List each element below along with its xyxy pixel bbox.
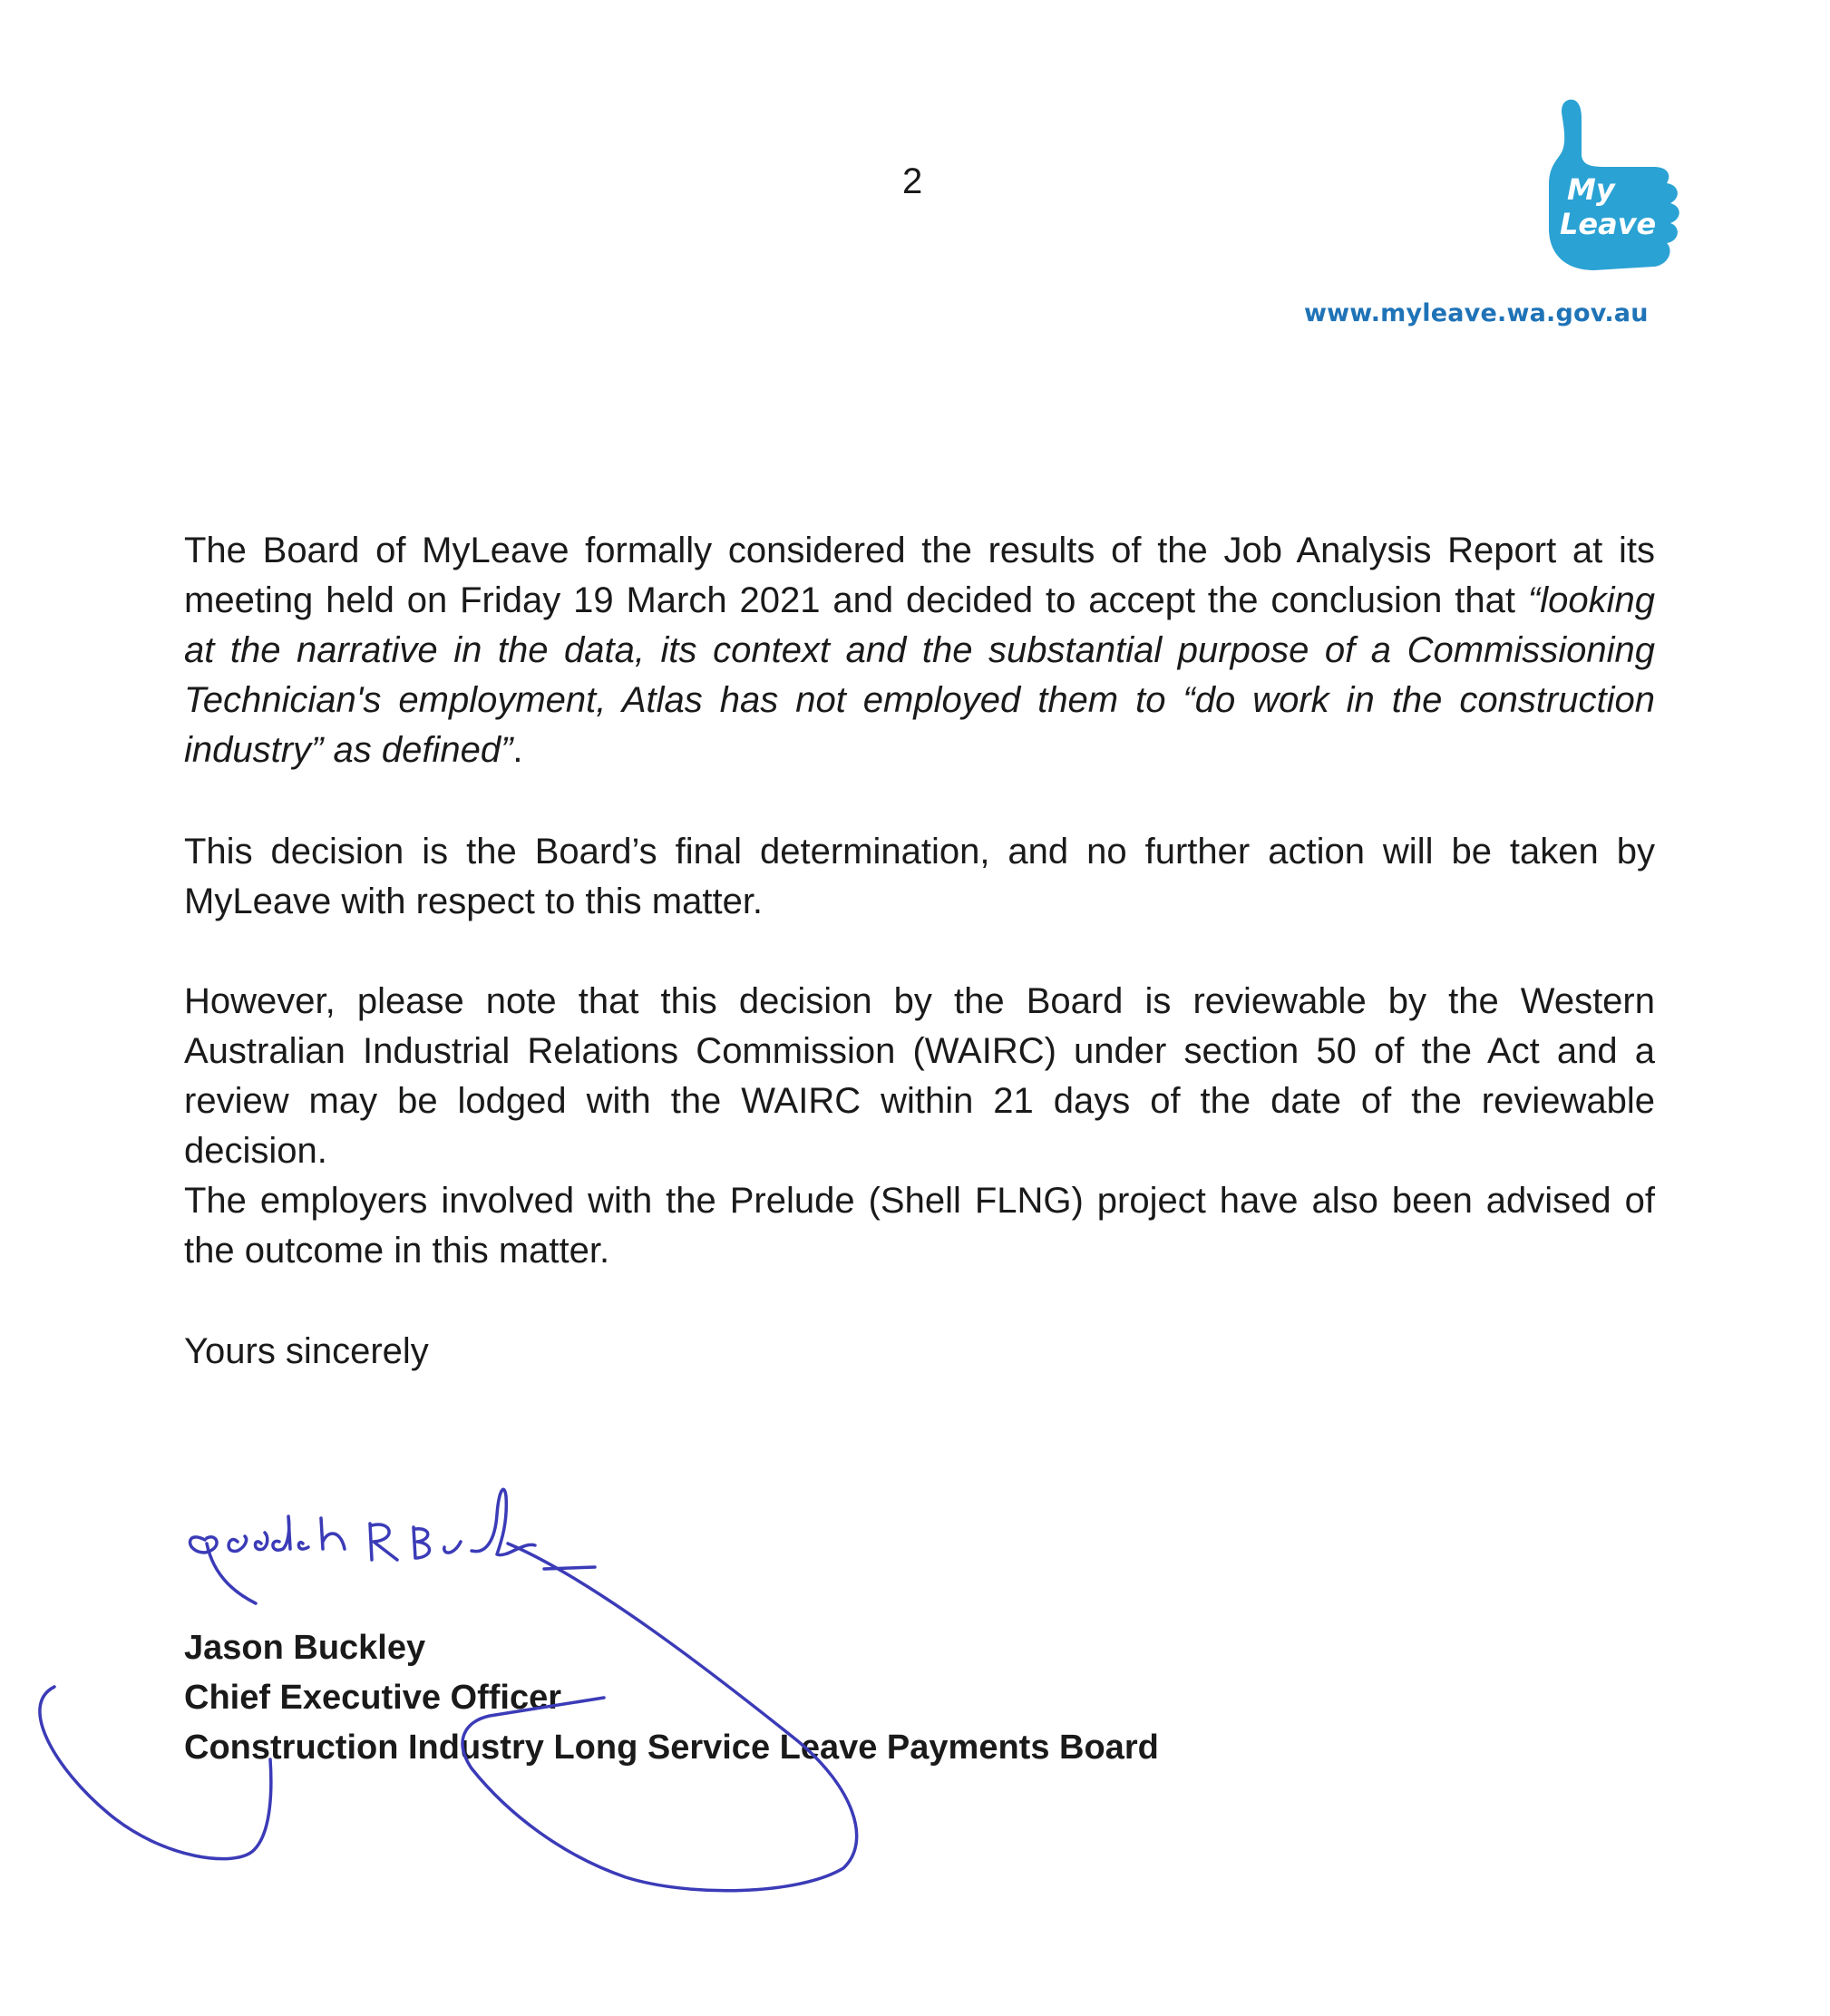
paragraph-employers-advised: The employers involved with the Prelude (Shell FLNG) project have also been advised of the outcome in this matter. xyxy=(184,1181,1655,1271)
website-link[interactable]: www.myleave.wa.gov.au xyxy=(1304,299,1649,327)
paragraph-final-determination: This decision is the Board’s final determination, and no further action will be taken by MyLeave with respect to this matter. xyxy=(184,832,1655,921)
paragraph-1-quote: “looking at the narrative in the data, its context and the substantial purpose of a Commissioning Technician's employment, Atlas has not employed them to “do work in the construction industry” as defined” xyxy=(184,580,1655,770)
logo-text-my: My xyxy=(1567,172,1615,207)
signatory-organisation: Construction Industry Long Service Leave Payments Board xyxy=(184,1729,1159,1767)
paragraph-review-notice: However, please note that this decision by the Board is reviewable by the Western Australian Industrial Relations Commission (WAIRC) under section 50 of the Act and a review may be lodged with the WAIRC within 21 days of the date of the reviewable decision. xyxy=(184,981,1655,1171)
signature-block xyxy=(184,1623,1159,1773)
paragraph-1-text: The Board of MyLeave formally considered the results of the Job Analysis Report at its meeting held on Friday 19 March 2021 and decided to accept the conclusion that xyxy=(184,531,1655,620)
paragraph-1-end: . xyxy=(512,730,523,770)
page-number: 2 xyxy=(902,161,923,201)
myleave-logo xyxy=(1547,98,1683,279)
signatory-title: Chief Executive Officer xyxy=(184,1679,562,1717)
closing-salutation: Yours sincerely xyxy=(184,1331,429,1371)
paragraph-board-decision xyxy=(184,526,1655,775)
logo-text-leave: Leave xyxy=(1560,207,1657,241)
thumbs-up-icon xyxy=(1547,98,1683,279)
signatory-name: Jason Buckley xyxy=(184,1629,426,1667)
